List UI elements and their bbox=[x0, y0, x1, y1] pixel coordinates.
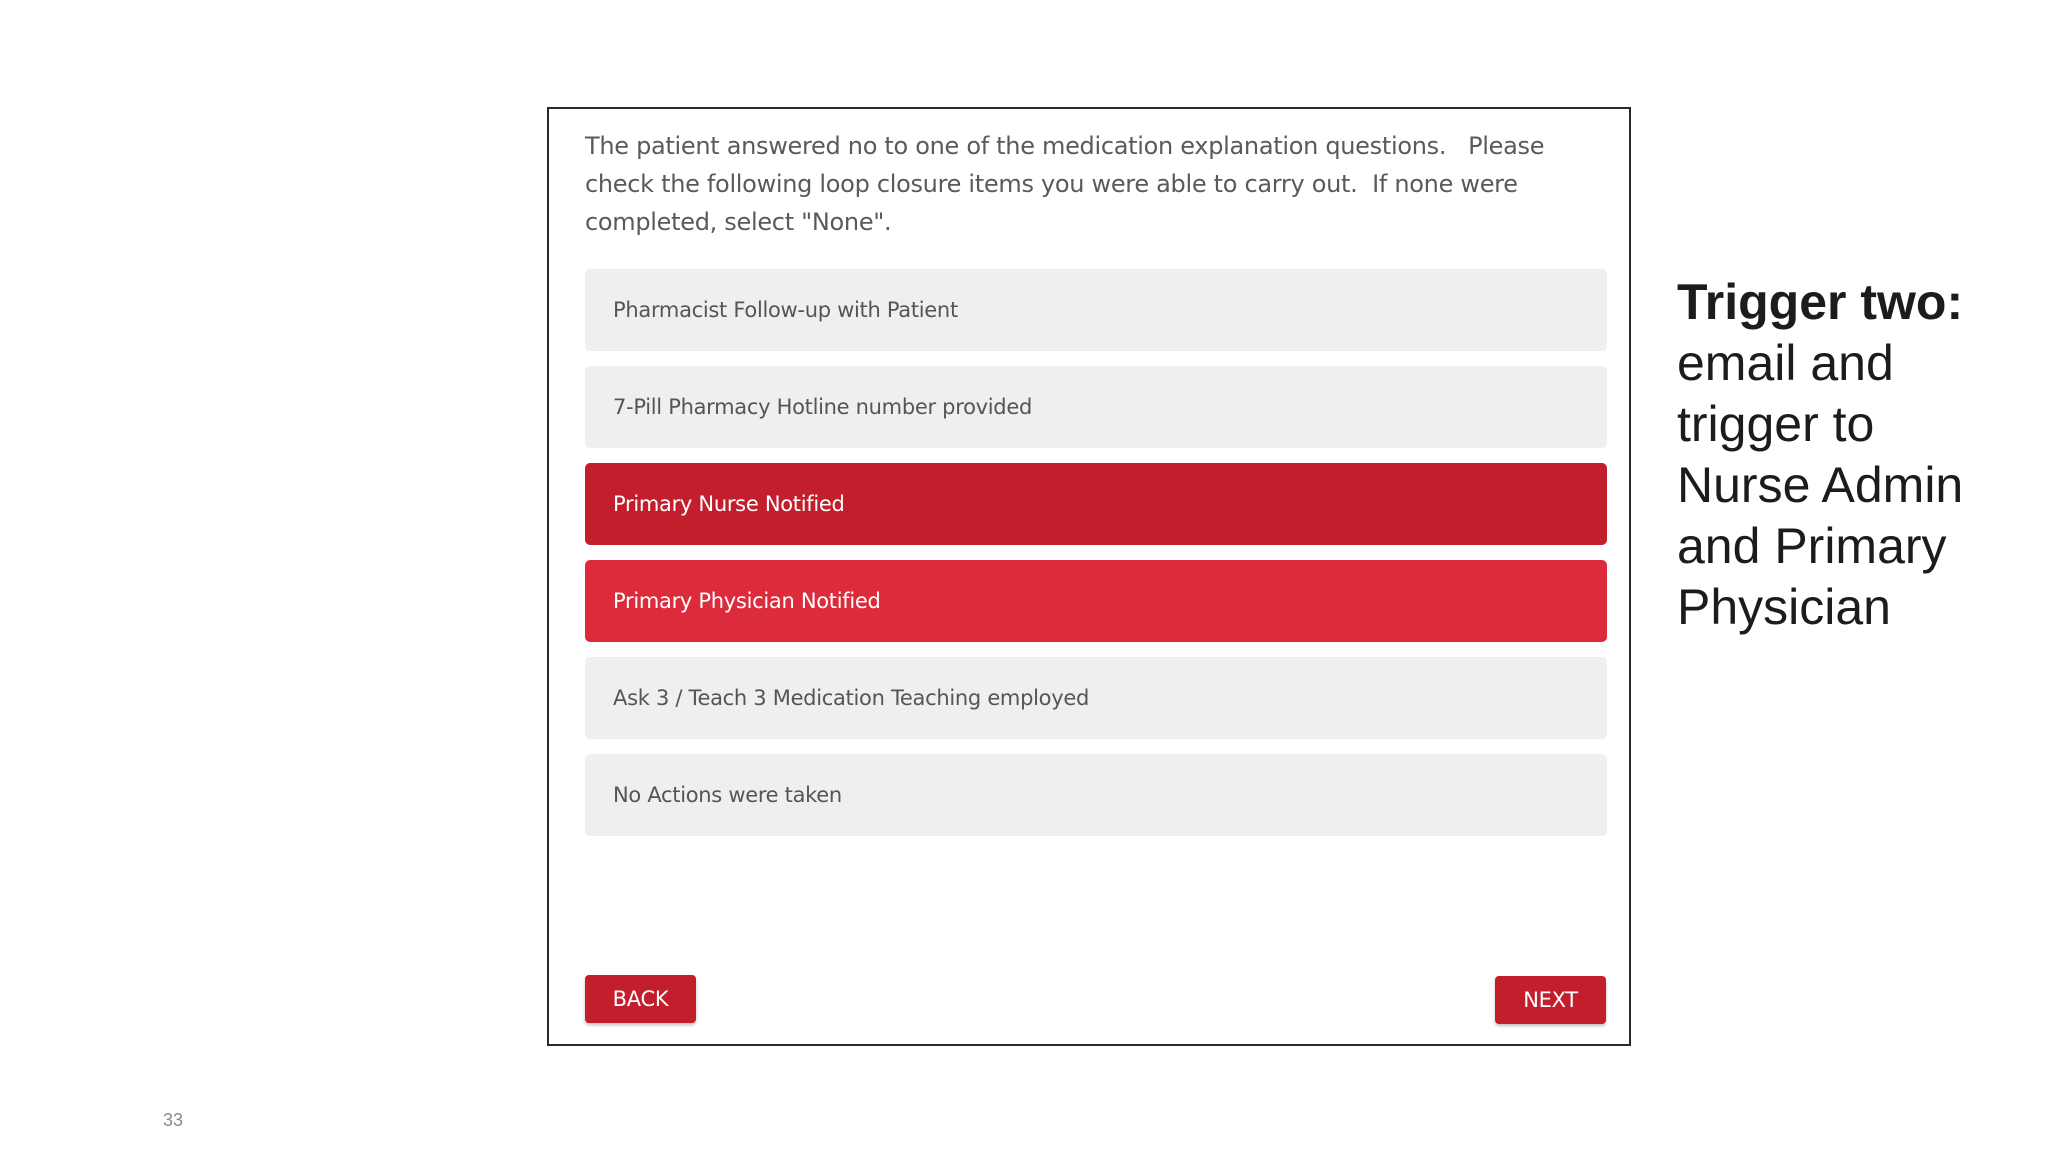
option-pharmacy-hotline[interactable]: 7-Pill Pharmacy Hotline number provided bbox=[585, 366, 1607, 448]
caption-heading: Trigger two: bbox=[1677, 274, 1964, 330]
slide-caption bbox=[1677, 272, 2037, 638]
caption-line: and Primary bbox=[1677, 518, 1947, 574]
caption-line: trigger to bbox=[1677, 396, 1875, 452]
page-number: 33 bbox=[163, 1110, 184, 1130]
option-ask3-teach3[interactable]: Ask 3 / Teach 3 Medication Teaching employed bbox=[585, 657, 1607, 739]
option-no-actions[interactable]: No Actions were taken bbox=[585, 754, 1607, 836]
option-pharmacist-follow-up[interactable]: Pharmacist Follow-up with Patient bbox=[585, 269, 1607, 351]
options-list bbox=[585, 269, 1607, 851]
loop-closure-dialog bbox=[547, 107, 1631, 1046]
back-button[interactable]: BACK bbox=[585, 975, 696, 1023]
caption-line: email and bbox=[1677, 335, 1894, 391]
caption-line: Nurse Admin bbox=[1677, 457, 1964, 513]
dialog-prompt: The patient answered no to one of the medication explanation questions. Please check the following loop closure items you were able to carry out. If none were completed, select "None". bbox=[585, 132, 1552, 236]
next-button[interactable]: NEXT bbox=[1495, 976, 1606, 1024]
option-primary-nurse-notified[interactable]: Primary Nurse Notified bbox=[585, 463, 1607, 545]
caption-line: Physician bbox=[1677, 579, 1891, 635]
option-primary-physician-notified[interactable]: Primary Physician Notified bbox=[585, 560, 1607, 642]
